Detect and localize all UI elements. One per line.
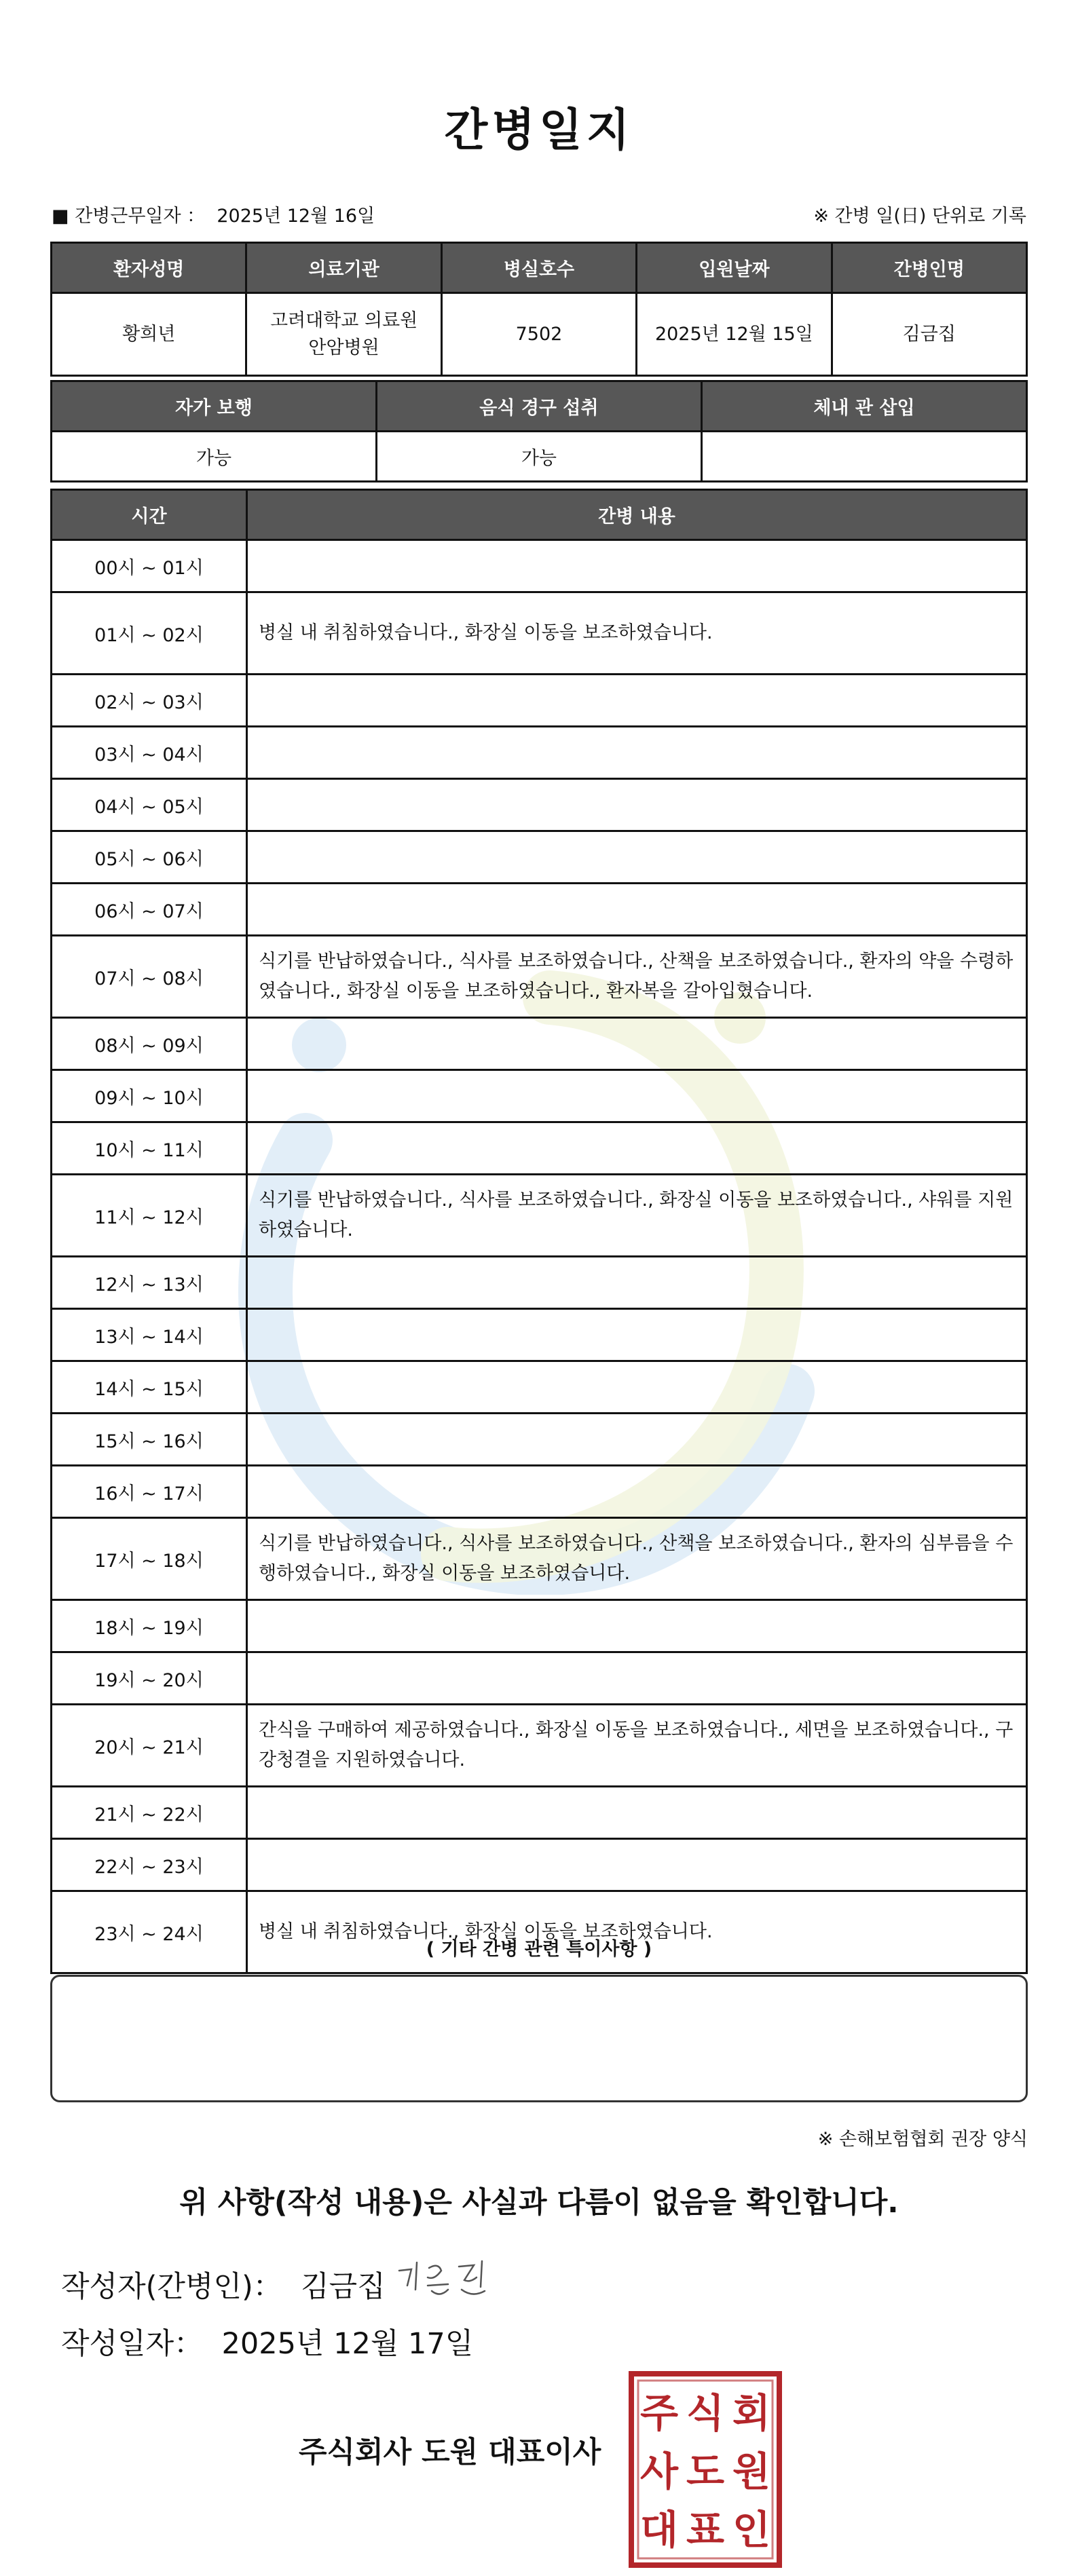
care-content-cell: 식기를 반납하였습니다., 식사를 보조하였습니다., 산책을 보조하였습니다., 환자의 심부름을 수행하였습니다., 화장실 이동을 보조하였습니다. [247,1518,1027,1600]
svg-text:인: 인 [732,2507,771,2553]
header-care-content: 간병 내용 [247,490,1027,540]
care-content-cell [247,727,1027,779]
oral-intake-value: 가능 [376,432,701,482]
confirm-statement: 위 사항(작성 내용)은 사실과 다름이 없음을 확인합니다. [179,2186,899,2220]
table-row [52,1257,1027,1309]
writer-name: 김금집 [301,2270,386,2304]
care-content-cell [247,1652,1027,1705]
table-row [52,675,1027,727]
company-seal-stamp [629,2371,782,2568]
write-date: 2025년 12월 17일 [221,2327,474,2361]
other-notes-box [50,1975,1028,2102]
patient-status-table [50,380,1028,482]
table-row [52,1518,1027,1600]
care-content-cell: 간식을 구매하여 제공하였습니다., 화장실 이동을 보조하였습니다., 세면을 보조하였습니다., 구강청결을 지원하였습니다. [247,1705,1027,1787]
time-cell: 08시 ~ 09시 [52,1018,247,1070]
svg-text:주: 주 [639,2390,679,2436]
care-content-cell [247,1600,1027,1652]
table-row [52,1466,1027,1518]
care-content-cell [247,1466,1027,1518]
table-row [52,1122,1027,1175]
recommend-note: ※ 손해보험협회 권장 양식 [817,2129,1028,2150]
time-cell: 09시 ~ 10시 [52,1070,247,1122]
header-tube-insertion: 체내 관 삽입 [701,381,1026,432]
tube-insertion-value [701,432,1026,482]
svg-text:도: 도 [686,2448,725,2495]
time-cell: 17시 ~ 18시 [52,1518,247,1600]
header-patient-name: 환자성명 [52,243,246,293]
svg-text:대: 대 [639,2507,679,2553]
time-cell: 13시 ~ 14시 [52,1309,247,1361]
care-log-rows [52,540,1027,1973]
care-content-cell [247,540,1027,592]
handwritten-signature [394,2250,516,2305]
work-date: ■ 간병근무일자 ： 2025년 12월 16일 [52,206,375,227]
time-cell: 16시 ~ 17시 [52,1466,247,1518]
table-row [52,779,1027,831]
time-cell: 11시 ~ 12시 [52,1175,247,1257]
patient-name: 황희년 [52,293,246,376]
time-cell: 01시 ~ 02시 [52,592,247,675]
table-row [52,884,1027,936]
care-content-cell [247,1309,1027,1361]
svg-text:식: 식 [686,2390,725,2436]
time-cell: 20시 ~ 21시 [52,1705,247,1787]
care-content-cell [247,1257,1027,1309]
time-cell: 07시 ~ 08시 [52,936,247,1018]
table-row [52,1787,1027,1839]
time-cell: 22시 ~ 23시 [52,1839,247,1891]
other-notes-title: ( 기타 간병 관련 특이사항 ) [426,1939,652,1960]
write-date-line: 작성일자： 2025년 12월 17일 [61,2327,474,2361]
patient-info-table [50,242,1028,377]
care-content-cell: 식기를 반납하였습니다., 식사를 보조하였습니다., 화장실 이동을 보조하였습니다., 샤워를 지원하였습니다. [247,1175,1027,1257]
header-admission-date: 입원날짜 [637,243,832,293]
table-row [52,592,1027,675]
caregiver-name: 김금집 [832,293,1026,376]
care-content-cell [247,1787,1027,1839]
care-content-cell [247,1018,1027,1070]
time-cell: 14시 ~ 15시 [52,1361,247,1414]
care-content-cell: 병실 내 취침하였습니다., 화장실 이동을 보조하였습니다. [247,1891,1027,1973]
page-title: 간병일지 [444,104,634,156]
care-content-cell [247,831,1027,884]
care-content-cell [247,884,1027,936]
time-cell: 05시 ~ 06시 [52,831,247,884]
care-content-cell [247,1414,1027,1466]
header-self-walking: 자가 보행 [52,381,377,432]
care-content-cell: 식기를 반납하였습니다., 식사를 보조하였습니다., 산책을 보조하였습니다., 환자의 약을 수령하였습니다., 화장실 이동을 보조하였습니다., 환자복을 갈아입혔습니다. [247,936,1027,1018]
table-row [52,831,1027,884]
time-cell: 12시 ~ 13시 [52,1257,247,1309]
table-row [52,1839,1027,1891]
care-content-cell [247,1361,1027,1414]
writer-line: 작성자(간병인)： 김금집 [61,2270,386,2304]
time-cell: 10시 ~ 11시 [52,1122,247,1175]
table-row [52,1891,1027,1973]
header-room: 병실호수 [441,243,636,293]
table-row [52,1600,1027,1652]
header-time: 시간 [52,490,247,540]
time-cell: 23시 ~ 24시 [52,1891,247,1973]
table-row [52,727,1027,779]
admission-date: 2025년 12월 15일 [637,293,832,376]
table-row [52,1652,1027,1705]
care-content-cell [247,1070,1027,1122]
table-row [52,1414,1027,1466]
svg-text:원: 원 [732,2448,771,2495]
time-cell: 19시 ~ 20시 [52,1652,247,1705]
table-row [52,1361,1027,1414]
care-content-cell [247,1839,1027,1891]
table-row [52,1070,1027,1122]
record-unit-note: ※ 간병 일(日) 단위로 기록 [813,206,1026,227]
table-row [52,1175,1027,1257]
time-cell: 18시 ~ 19시 [52,1600,247,1652]
time-cell: 15시 ~ 16시 [52,1414,247,1466]
table-row [52,1018,1027,1070]
care-content-cell [247,1122,1027,1175]
company-representative: 주식회사 도원 대표이사 [299,2436,601,2469]
table-row [52,1309,1027,1361]
care-content-cell [247,779,1027,831]
self-walking-value: 가능 [52,432,377,482]
care-content-cell [247,675,1027,727]
time-cell: 06시 ~ 07시 [52,884,247,936]
time-cell: 02시 ~ 03시 [52,675,247,727]
table-row [52,936,1027,1018]
time-cell: 03시 ~ 04시 [52,727,247,779]
care-log-table [50,489,1028,1974]
header-hospital: 의료기관 [246,243,441,293]
hospital-name: 고려대학교 의료원 안암병원 [246,293,441,376]
room-number: 7502 [441,293,636,376]
table-row [52,1705,1027,1787]
svg-text:사: 사 [639,2448,679,2495]
time-cell: 21시 ~ 22시 [52,1787,247,1839]
table-row [52,540,1027,592]
time-cell: 00시 ~ 01시 [52,540,247,592]
svg-text:회: 회 [732,2390,771,2436]
header-caregiver-name: 간병인명 [832,243,1026,293]
time-cell: 04시 ~ 05시 [52,779,247,831]
header-oral-intake: 음식 경구 섭취 [376,381,701,432]
care-content-cell: 병실 내 취침하였습니다., 화장실 이동을 보조하였습니다. [247,592,1027,675]
svg-text:표: 표 [686,2507,725,2553]
